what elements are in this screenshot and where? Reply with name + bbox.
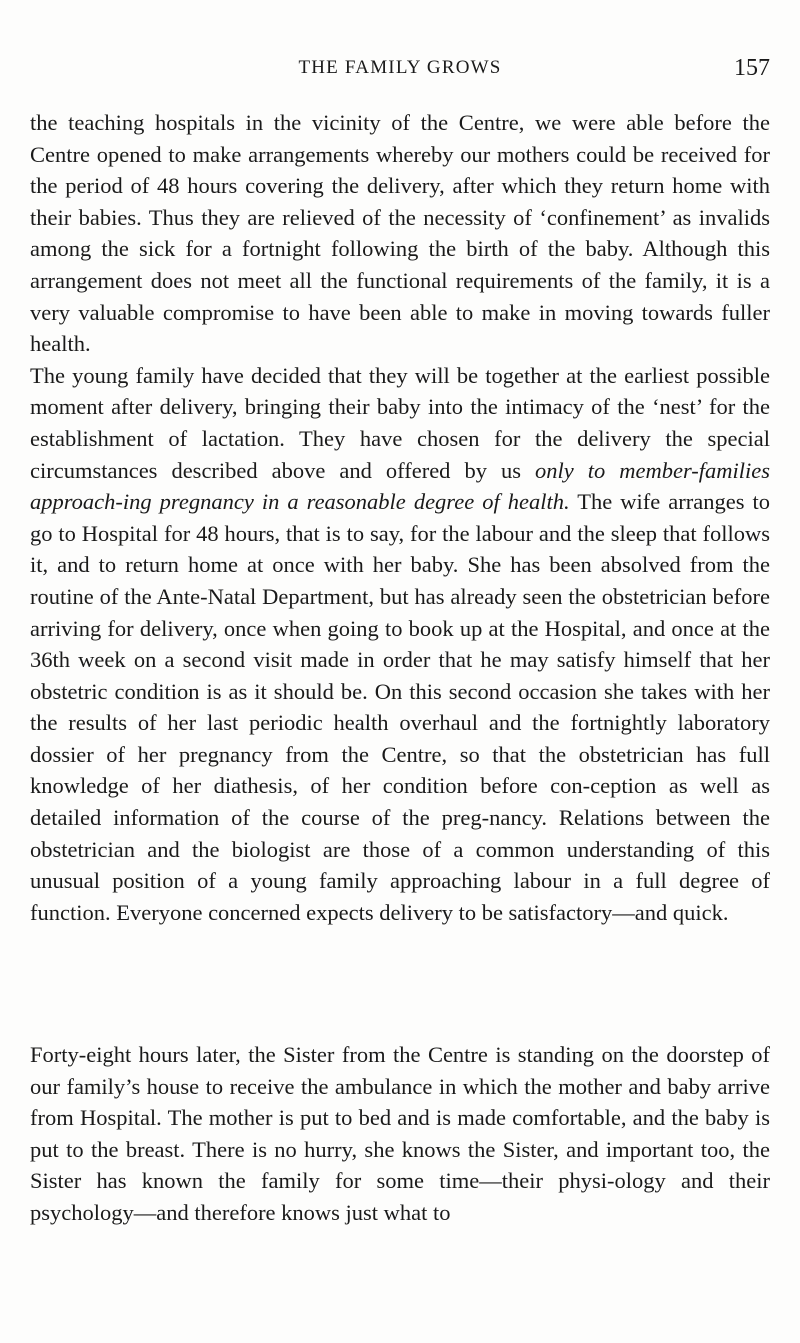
paragraph-1: the teaching hospitals in the vicinity of the Centre, we were able before the Centre opened to make arrangements whereby our mothers could be received for the period of 48 hours covering the delivery, after which they return home with their babies. Thus they are relieved of the necessity of ‘confinement’ as invalids among the sick for a fortnight following the birth of the baby. Although this arrangement does not meet all the functional requirements of the family, it is a very valuable compromise to have been able to make in moving towards fuller health. [30, 110, 770, 357]
running-head [30, 50, 770, 86]
body-text-upper [30, 107, 770, 928]
chapter-title: THE FAMILY GROWS [298, 57, 502, 78]
paragraph-2-italic-phrase: only to member-families approach-ing pregnancy in a reasonable degree of health. [30, 457, 770, 515]
paragraph-2 [30, 360, 770, 929]
paragraph-2-text-before: The young family have decided that they will be together at the earliest possible moment after delivery, bringing their baby into the intimacy of the ‘nest’ for the establishment of lactation. They have chosen for the delivery the special circumstances described above and offered by us [30, 362, 770, 483]
page-number: 157 [734, 55, 770, 81]
paragraph-3: Forty-eight hours later, the Sister from the Centre is standing on the doorstep of our family’s house to receive the ambulance in which the mother and baby arrive from Hospital. The mother is put to bed and is made comfortable, and the baby is put to the breast. There is no hurry, she knows the Sister, and important too, the Sister has known the family for some time—their physi-ology and their psychology—and therefore knows just what to [30, 1042, 770, 1225]
body-text-lower [30, 1039, 770, 1229]
paragraph-2-text-after: The wife arranges to go to Hospital for 48 hours, that is to say, for the labour and the sleep that follows it, and to return home at once with her baby. She has been absolved from the routine of the Ante-Natal Department, but has already seen the obstetrician before arriving for delivery, once when going to book up at the Hospital, and once at the 36th week on a second visit made in order that he may satisfy himself that her obstetric condition is as it should be. On this second occasion she takes with her the results of her last periodic health overhaul and the fortnightly laboratory dossier of her pregnancy from the Centre, so that the obstetrician has full knowledge of her diathesis, of her condition before con-ception as well as detailed information of the course of the preg-nancy. Relations between the obstetrician and the biologist are those of a common understanding of this unusual position of a young family approaching labour in a full degree of function. Everyone concerned expects delivery to be satisfactory—and quick. [30, 489, 770, 925]
